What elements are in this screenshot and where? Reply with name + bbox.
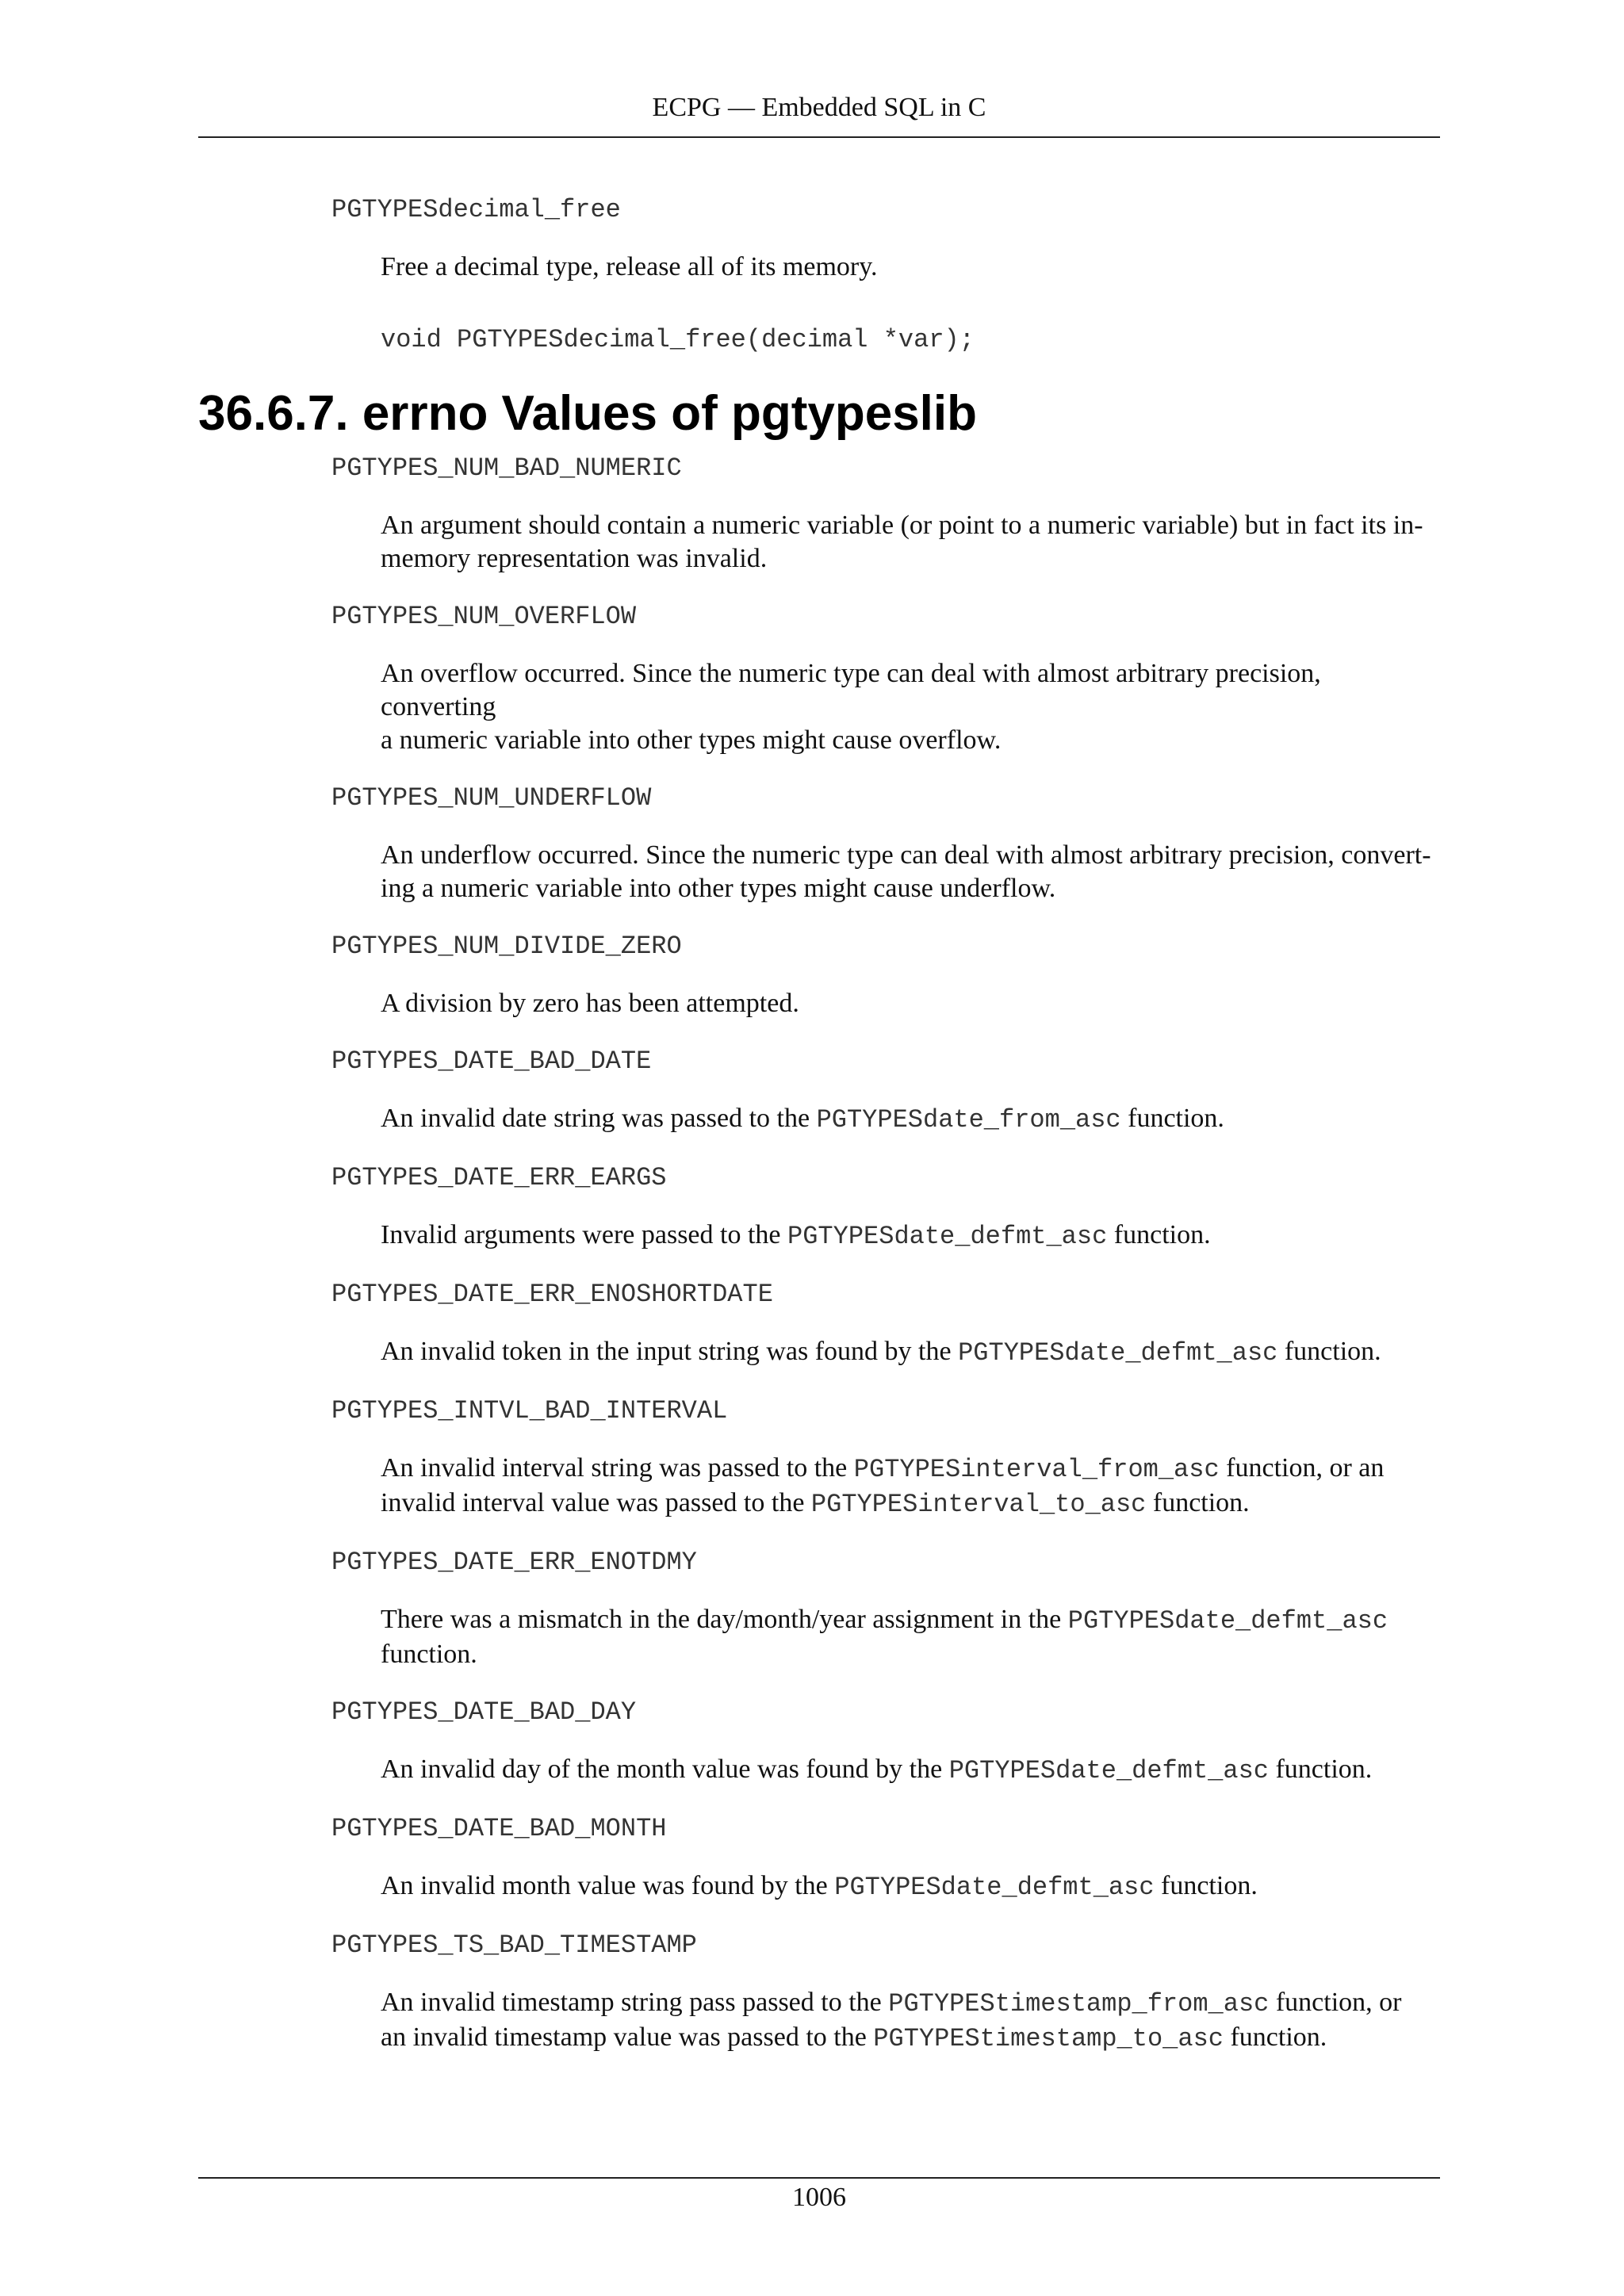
description-text: Invalid arguments were passed to the <box>381 1220 788 1249</box>
function-reference: PGTYPEStimestamp_to_asc <box>873 2024 1224 2053</box>
page-content <box>198 193 1440 2080</box>
description-line <box>381 1102 1440 1137</box>
description-text: function. <box>1154 1871 1258 1900</box>
description-text: An underflow occurred. Since the numeric type can deal with almost arbitrary precision, convert- <box>381 840 1431 870</box>
function-reference: PGTYPESdate_from_asc <box>816 1105 1121 1135</box>
errno-description <box>381 1452 1440 1521</box>
errno-description <box>381 1869 1440 1904</box>
errno-description <box>381 1335 1440 1370</box>
errno-constant: PGTYPES_NUM_DIVIDE_ZERO <box>331 932 682 961</box>
description-text: function. <box>1120 1104 1224 1133</box>
errno-description <box>381 839 1440 905</box>
description-line <box>381 509 1440 542</box>
description-text: invalid interval value was passed to the <box>381 1488 811 1517</box>
function-reference: PGTYPESdate_defmt_asc <box>834 1873 1155 1902</box>
description-text: An invalid day of the month value was found by the <box>381 1755 949 1784</box>
description-text: An overflow occurred. Since the numeric type can deal with almost arbitrary precision, converting <box>381 659 1321 721</box>
errno-entry <box>198 1395 1440 1521</box>
description-text: An argument should contain a numeric variable (or point to a numeric variable) but in fact its in- <box>381 511 1423 540</box>
function-reference: PGTYPESdate_defmt_asc <box>948 1756 1269 1785</box>
description-line <box>381 1219 1440 1253</box>
description-text: function. <box>1223 2022 1327 2052</box>
errno-description <box>381 987 1440 1020</box>
page-number: 1006 <box>792 2183 846 2212</box>
errno-description <box>381 509 1440 576</box>
description-line <box>381 987 1440 1020</box>
errno-constant: PGTYPES_DATE_ERR_EARGS <box>331 1163 667 1192</box>
function-reference: PGTYPESinterval_from_asc <box>853 1455 1220 1484</box>
errno-constant: PGTYPES_DATE_BAD_MONTH <box>331 1814 667 1843</box>
header-rule <box>198 136 1440 138</box>
description-line <box>381 542 1440 576</box>
errno-constant: PGTYPES_NUM_UNDERFLOW <box>331 783 652 813</box>
errno-constant: PGTYPES_DATE_BAD_DATE <box>331 1047 652 1076</box>
errno-constant: PGTYPES_DATE_ERR_ENOTDMY <box>331 1548 697 1577</box>
function-name: PGTYPESdecimal_free <box>331 195 621 224</box>
footer-rule <box>198 2177 1440 2179</box>
errno-constant: PGTYPES_NUM_BAD_NUMERIC <box>331 453 682 483</box>
description-line <box>381 1452 1440 1487</box>
errno-entry <box>198 1546 1440 1671</box>
errno-list <box>198 452 1440 2056</box>
description-text: a numeric variable into other types might cause overflow. <box>381 725 1002 755</box>
description-line <box>381 1603 1440 1638</box>
description-line <box>381 657 1440 724</box>
description-line <box>381 724 1440 757</box>
function-synopsis: void PGTYPESdecimal_free(decimal *var); <box>381 325 975 354</box>
description-text: A division by zero has been attempted. <box>381 989 799 1018</box>
section-title: 36.6.7. errno Values of pgtypeslib <box>198 386 978 441</box>
errno-entry <box>198 1929 1440 2056</box>
errno-entry <box>198 1696 1440 1788</box>
errno-description <box>381 1753 1440 1788</box>
description-text: an invalid timestamp value was passed to the <box>381 2022 874 2052</box>
errno-entry <box>198 1278 1440 1370</box>
errno-constant: PGTYPES_TS_BAD_TIMESTAMP <box>331 1931 697 1960</box>
description-line <box>381 1986 1440 2021</box>
description-text: function. <box>1107 1220 1211 1249</box>
function-reference: PGTYPESinterval_to_asc <box>810 1490 1147 1519</box>
description-text: An invalid token in the input string was found by the <box>381 1337 959 1366</box>
description-text: function, or <box>1269 1988 1402 2017</box>
errno-entry <box>198 600 1440 757</box>
function-description: Free a decimal type, release all of its memory. <box>381 252 878 281</box>
description-text: function. <box>1277 1337 1381 1366</box>
errno-description <box>381 1986 1440 2056</box>
description-line <box>381 2021 1440 2056</box>
description-text: function. <box>1146 1488 1250 1517</box>
errno-entry <box>198 452 1440 576</box>
description-line <box>381 1638 1440 1671</box>
errno-entry <box>198 782 1440 905</box>
function-reference: PGTYPEStimestamp_from_asc <box>888 1989 1270 2019</box>
running-header: ECPG — Embedded SQL in C <box>652 93 986 122</box>
description-text: An invalid month value was found by the <box>381 1871 835 1900</box>
errno-constant: PGTYPES_DATE_ERR_ENOSHORTDATE <box>331 1280 773 1309</box>
description-text: An invalid date string was passed to the <box>381 1104 817 1133</box>
errno-constant: PGTYPES_DATE_BAD_DAY <box>331 1697 637 1727</box>
description-text: An invalid interval string was passed to the <box>381 1453 854 1483</box>
errno-description <box>381 657 1440 757</box>
errno-description <box>381 1603 1440 1671</box>
errno-entry <box>198 1161 1440 1253</box>
errno-entry <box>198 1812 1440 1904</box>
description-line <box>381 1753 1440 1788</box>
description-text: memory representation was invalid. <box>381 544 768 573</box>
description-text: function, or an <box>1219 1453 1385 1483</box>
description-text: function. <box>1268 1755 1373 1784</box>
errno-description <box>381 1219 1440 1253</box>
function-reference: PGTYPESdate_defmt_asc <box>1067 1606 1388 1636</box>
errno-entry <box>198 1045 1440 1137</box>
function-reference: PGTYPESdate_defmt_asc <box>958 1338 1278 1368</box>
description-text: There was a mismatch in the day/month/year assignment in the <box>381 1605 1068 1634</box>
description-line <box>381 1487 1440 1521</box>
description-text: function. <box>381 1640 477 1669</box>
description-line <box>381 872 1440 905</box>
description-line <box>381 1335 1440 1370</box>
description-text: ing a numeric variable into other types might cause underflow. <box>381 874 1056 903</box>
errno-constant: PGTYPES_NUM_OVERFLOW <box>331 602 637 631</box>
description-line <box>381 839 1440 872</box>
errno-constant: PGTYPES_INTVL_BAD_INTERVAL <box>331 1396 728 1425</box>
function-reference: PGTYPESdate_defmt_asc <box>787 1222 1108 1251</box>
description-text: An invalid timestamp string pass passed to the <box>381 1988 889 2017</box>
function-entry <box>198 193 1440 357</box>
errno-entry <box>198 930 1440 1020</box>
description-line <box>381 1869 1440 1904</box>
errno-description <box>381 1102 1440 1137</box>
